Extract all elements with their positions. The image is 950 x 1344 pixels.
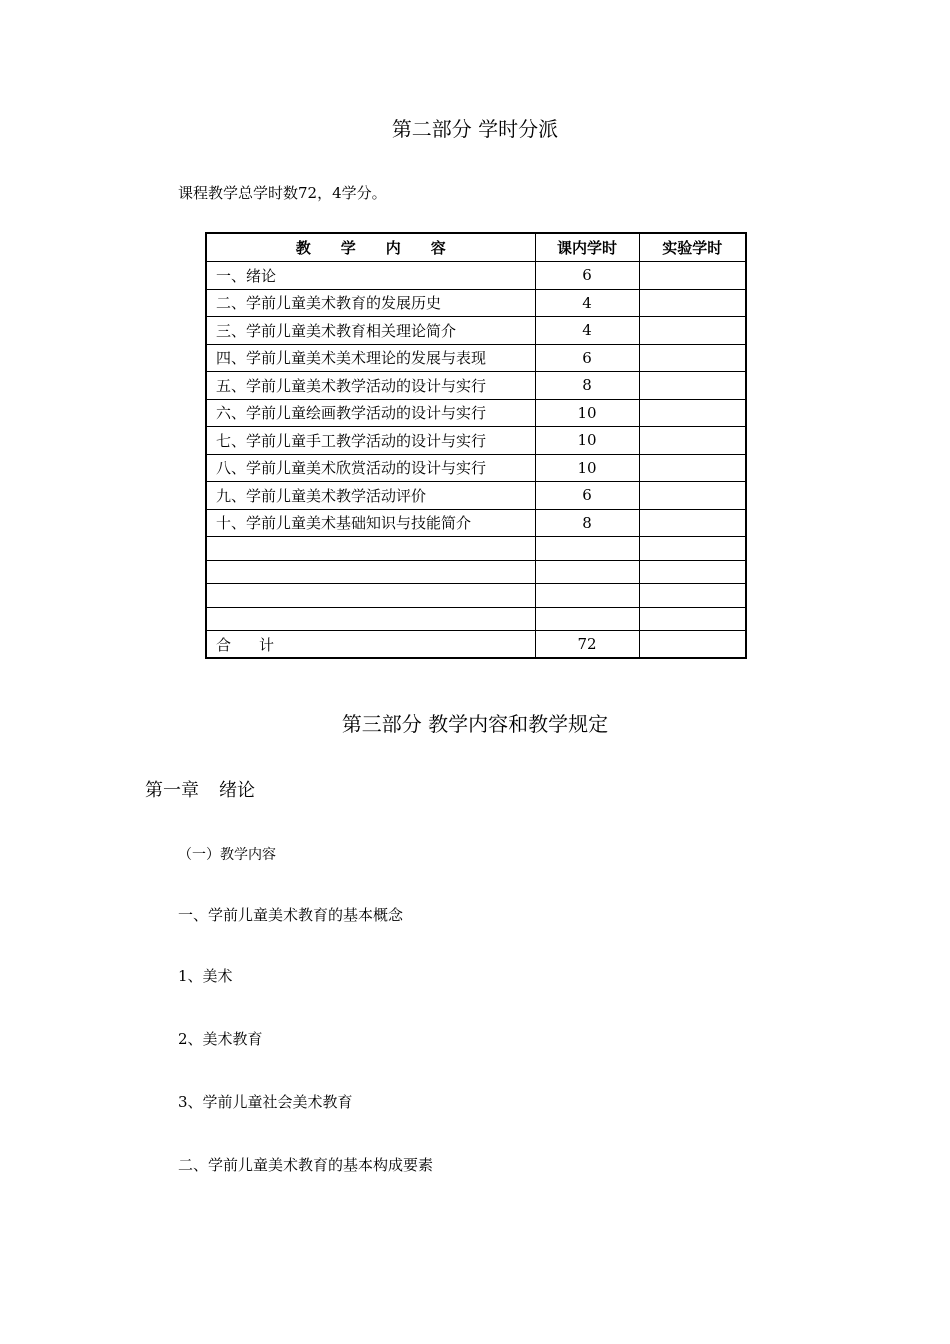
empty-cell (206, 607, 535, 631)
topic-cell: 十、学前儿童美术基础知识与技能简介 (206, 509, 535, 537)
lab-hours-cell (639, 454, 746, 482)
in-class-hours-cell: 4 (535, 317, 639, 345)
header-in-class-hours: 课内学时 (535, 233, 639, 262)
topic-cell: 五、学前儿童美术教学活动的设计与实行 (206, 372, 535, 400)
lab-hours-cell (639, 399, 746, 427)
in-class-hours-cell: 6 (535, 262, 639, 290)
empty-table-row (206, 560, 746, 584)
outline-item-2: 2、美术教育 (178, 1030, 263, 1048)
chapter-1-title (145, 780, 255, 802)
empty-cell (206, 537, 535, 561)
total-hours-intro: 课程教学总学时数72，4学分。 (178, 184, 387, 202)
in-class-hours-cell: 8 (535, 372, 639, 400)
in-class-hours-cell: 10 (535, 399, 639, 427)
total-row (206, 631, 746, 659)
topic-cell: 三、学前儿童美术教育相关理论简介 (206, 317, 535, 345)
table-row (206, 289, 746, 317)
empty-table-row (206, 537, 746, 561)
empty-table-row (206, 584, 746, 608)
empty-cell (639, 607, 746, 631)
chapter-label: 第一章 (145, 780, 199, 801)
lab-hours-cell (639, 289, 746, 317)
empty-cell (535, 537, 639, 561)
outline-item-basic-elements: 二、学前儿童美术教育的基本构成要素 (178, 1156, 434, 1174)
hours-allocation-table (205, 232, 747, 659)
empty-cell (535, 560, 639, 584)
total-hours-cell: 72 (535, 631, 639, 659)
empty-cell (639, 537, 746, 561)
in-class-hours-cell: 10 (535, 427, 639, 455)
in-class-hours-cell: 10 (535, 454, 639, 482)
empty-cell (535, 584, 639, 608)
topic-cell: 七、学前儿童手工教学活动的设计与实行 (206, 427, 535, 455)
lab-hours-cell (639, 482, 746, 510)
topic-cell: 四、学前儿童美术美术理论的发展与表现 (206, 344, 535, 372)
lab-hours-cell (639, 317, 746, 345)
empty-cell (639, 560, 746, 584)
in-class-hours-cell: 6 (535, 344, 639, 372)
total-label-cell: 合 计 (206, 631, 535, 659)
table-row (206, 427, 746, 455)
chapter-name: 绪论 (219, 780, 255, 801)
outline-item-1: 1、美术 (178, 967, 233, 985)
lab-hours-cell (639, 427, 746, 455)
outline-item-basic-concepts: 一、学前儿童美术教育的基本概念 (178, 906, 404, 924)
empty-cell (206, 560, 535, 584)
lab-hours-cell (639, 509, 746, 537)
empty-table-row (206, 607, 746, 631)
topic-cell: 一、绪论 (206, 262, 535, 290)
table-row (206, 372, 746, 400)
empty-cell (535, 607, 639, 631)
table-row (206, 509, 746, 537)
part2-title: 第二部分 学时分派 (391, 117, 559, 141)
in-class-hours-cell: 6 (535, 482, 639, 510)
header-lab-hours: 实验学时 (639, 233, 746, 262)
section-teaching-content: （一）教学内容 (178, 847, 276, 863)
in-class-hours-cell: 8 (535, 509, 639, 537)
lab-hours-cell (639, 344, 746, 372)
lab-hours-cell (639, 262, 746, 290)
topic-cell: 六、学前儿童绘画教学活动的设计与实行 (206, 399, 535, 427)
in-class-hours-cell: 4 (535, 289, 639, 317)
table-header-row (206, 233, 746, 262)
lab-hours-cell (639, 372, 746, 400)
topic-cell: 八、学前儿童美术欣赏活动的设计与实行 (206, 454, 535, 482)
total-lab-cell (639, 631, 746, 659)
part3-title: 第三部分 教学内容和教学规定 (341, 712, 609, 736)
table-row (206, 262, 746, 290)
table-row (206, 317, 746, 345)
table-row (206, 482, 746, 510)
header-teaching-content: 教 学 内 容 (206, 233, 535, 262)
topic-cell: 九、学前儿童美术教学活动评价 (206, 482, 535, 510)
empty-cell (639, 584, 746, 608)
table-row (206, 344, 746, 372)
table-row (206, 454, 746, 482)
outline-item-3: 3、学前儿童社会美术教育 (178, 1093, 353, 1111)
empty-cell (206, 584, 535, 608)
table-row (206, 399, 746, 427)
topic-cell: 二、学前儿童美术教育的发展历史 (206, 289, 535, 317)
